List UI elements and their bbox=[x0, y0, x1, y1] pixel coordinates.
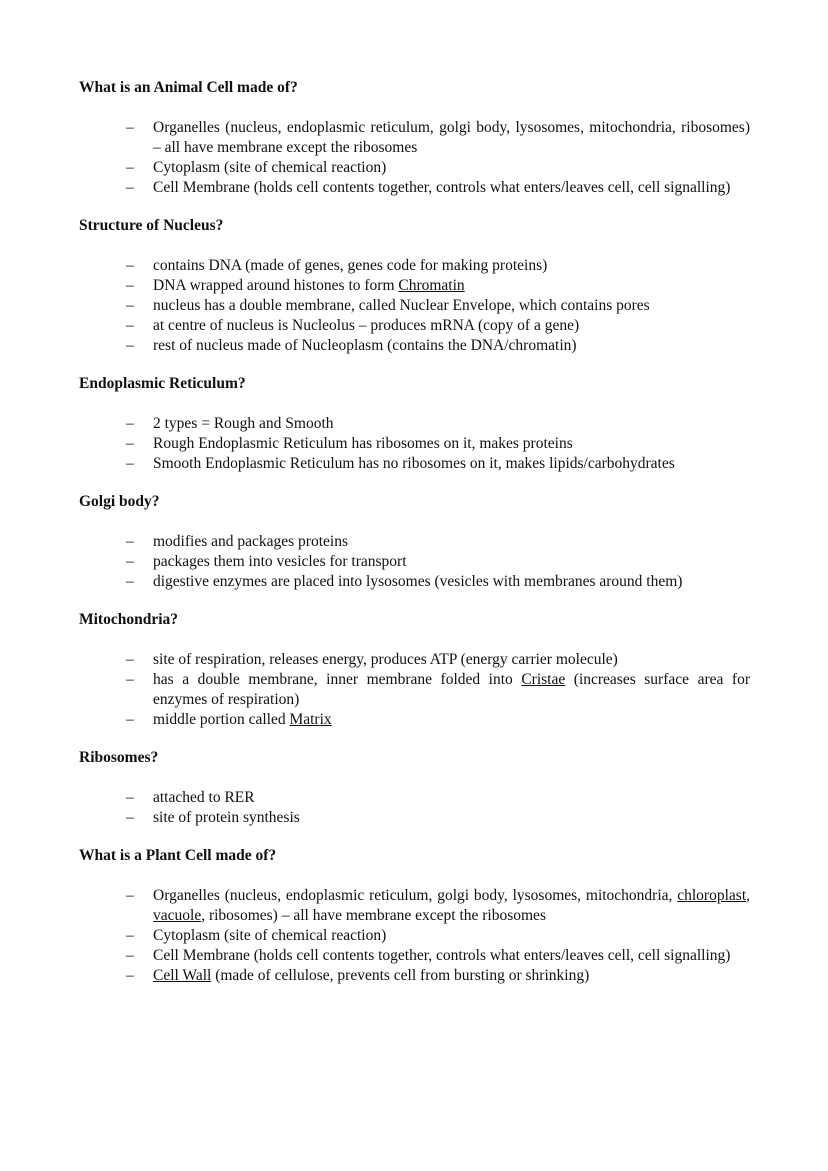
bullet-list bbox=[79, 650, 750, 730]
item-text: Rough Endoplasmic Reticulum has ribosomes on it, makes proteins bbox=[153, 435, 573, 452]
bullet-list bbox=[79, 788, 750, 828]
list-item bbox=[126, 946, 750, 966]
underlined-term: Matrix bbox=[289, 711, 332, 728]
list-item bbox=[126, 296, 750, 316]
section bbox=[79, 610, 750, 730]
item-text: rest of nucleus made of Nucleoplasm (contains the DNA/chromatin) bbox=[153, 337, 577, 354]
item-text: packages them into vesicles for transport bbox=[153, 553, 407, 570]
dash-bullet: – bbox=[126, 573, 134, 590]
item-text: DNA wrapped around histones to form bbox=[153, 277, 399, 294]
item-text: contains DNA (made of genes, genes code for making proteins) bbox=[153, 257, 548, 274]
dash-bullet: – bbox=[126, 553, 134, 570]
list-item bbox=[126, 276, 750, 296]
underlined-term: Chromatin bbox=[398, 277, 465, 294]
list-item bbox=[126, 926, 750, 946]
section bbox=[79, 846, 750, 986]
underlined-term: Cell Wall bbox=[153, 967, 212, 984]
bullet-list bbox=[79, 886, 750, 986]
underlined-term: Cristae bbox=[521, 671, 566, 688]
item-text: (increases surface area for enzymes of respiration) bbox=[153, 671, 750, 708]
list-item bbox=[126, 158, 750, 178]
dash-bullet: – bbox=[126, 179, 134, 196]
dash-bullet: – bbox=[126, 887, 134, 904]
item-text: attached to RER bbox=[153, 789, 255, 806]
item-text: Cytoplasm (site of chemical reaction) bbox=[153, 927, 387, 944]
section-heading: Golgi body? bbox=[79, 493, 160, 510]
dash-bullet: – bbox=[126, 415, 134, 432]
section bbox=[79, 748, 750, 828]
item-text: Organelles (nucleus, endoplasmic reticulum, golgi body, lysosomes, mitochondria, ribosomes) – all have membrane except the ribosomes bbox=[153, 119, 750, 156]
list-item bbox=[126, 808, 750, 828]
dash-bullet: – bbox=[126, 533, 134, 550]
dash-bullet: – bbox=[126, 967, 134, 984]
list-item bbox=[126, 886, 750, 926]
underlined-term: chloroplast bbox=[677, 887, 747, 904]
item-text: Organelles (nucleus, endoplasmic reticulum, golgi body, lysosomes, mitochondria, bbox=[153, 887, 678, 904]
list-item bbox=[126, 336, 750, 356]
item-text: 2 types = Rough and Smooth bbox=[153, 415, 334, 432]
dash-bullet: – bbox=[126, 159, 134, 176]
list-item bbox=[126, 454, 750, 474]
section bbox=[79, 492, 750, 592]
bullet-list bbox=[79, 118, 750, 198]
list-item bbox=[126, 118, 750, 158]
item-text: has a double membrane, inner membrane folded into bbox=[153, 671, 522, 688]
list-item bbox=[126, 788, 750, 808]
list-item bbox=[126, 434, 750, 454]
item-text: digestive enzymes are placed into lysosomes (vesicles with membranes around them) bbox=[153, 573, 683, 590]
dash-bullet: – bbox=[126, 257, 134, 274]
underlined-term: vacuole bbox=[153, 907, 202, 924]
list-item bbox=[126, 710, 750, 730]
dash-bullet: – bbox=[126, 277, 134, 294]
item-text: site of protein synthesis bbox=[153, 809, 300, 826]
item-text: Cytoplasm (site of chemical reaction) bbox=[153, 159, 387, 176]
list-item bbox=[126, 650, 750, 670]
list-item bbox=[126, 178, 750, 198]
section bbox=[79, 374, 750, 474]
item-text: middle portion called bbox=[153, 711, 290, 728]
list-item bbox=[126, 256, 750, 276]
section bbox=[79, 78, 750, 198]
list-item bbox=[126, 572, 750, 592]
list-item bbox=[126, 552, 750, 572]
item-text: Cell Membrane (holds cell contents together, controls what enters/leaves cell, cell signalling) bbox=[153, 179, 731, 196]
section-heading: Endoplasmic Reticulum? bbox=[79, 375, 246, 392]
dash-bullet: – bbox=[126, 711, 134, 728]
list-item bbox=[126, 670, 750, 710]
bullet-list bbox=[79, 414, 750, 474]
dash-bullet: – bbox=[126, 809, 134, 826]
section-heading: Ribosomes? bbox=[79, 749, 159, 766]
section-heading: What is an Animal Cell made of? bbox=[79, 79, 298, 96]
dash-bullet: – bbox=[126, 947, 134, 964]
dash-bullet: – bbox=[126, 789, 134, 806]
dash-bullet: – bbox=[126, 651, 134, 668]
list-item bbox=[126, 414, 750, 434]
section-heading: Mitochondria? bbox=[79, 611, 179, 628]
item-text: at centre of nucleus is Nucleolus – produces mRNA (copy of a gene) bbox=[153, 317, 580, 334]
dash-bullet: – bbox=[126, 927, 134, 944]
item-text: , bbox=[746, 887, 750, 904]
item-text: nucleus has a double membrane, called Nuclear Envelope, which contains pores bbox=[153, 297, 650, 314]
item-text: (made of cellulose, prevents cell from bursting or shrinking) bbox=[211, 967, 590, 984]
dash-bullet: – bbox=[126, 317, 134, 334]
dash-bullet: – bbox=[126, 435, 134, 452]
section bbox=[79, 216, 750, 356]
item-text: site of respiration, releases energy, produces ATP (energy carrier molecule) bbox=[153, 651, 618, 668]
dash-bullet: – bbox=[126, 455, 134, 472]
dash-bullet: – bbox=[126, 671, 134, 688]
dash-bullet: – bbox=[126, 297, 134, 314]
section-heading: Structure of Nucleus? bbox=[79, 217, 224, 234]
bullet-list bbox=[79, 532, 750, 592]
item-text: Cell Membrane (holds cell contents together, controls what enters/leaves cell, cell signalling) bbox=[153, 947, 731, 964]
list-item bbox=[126, 316, 750, 336]
item-text: Smooth Endoplasmic Reticulum has no ribosomes on it, makes lipids/carbohydrates bbox=[153, 455, 675, 472]
item-text: modifies and packages proteins bbox=[153, 533, 348, 550]
section-heading: What is a Plant Cell made of? bbox=[79, 847, 277, 864]
dash-bullet: – bbox=[126, 337, 134, 354]
list-item bbox=[126, 966, 750, 986]
list-item bbox=[126, 532, 750, 552]
item-text: , ribosomes) – all have membrane except the ribosomes bbox=[201, 907, 546, 924]
bullet-list bbox=[79, 256, 750, 356]
dash-bullet: – bbox=[126, 119, 134, 136]
